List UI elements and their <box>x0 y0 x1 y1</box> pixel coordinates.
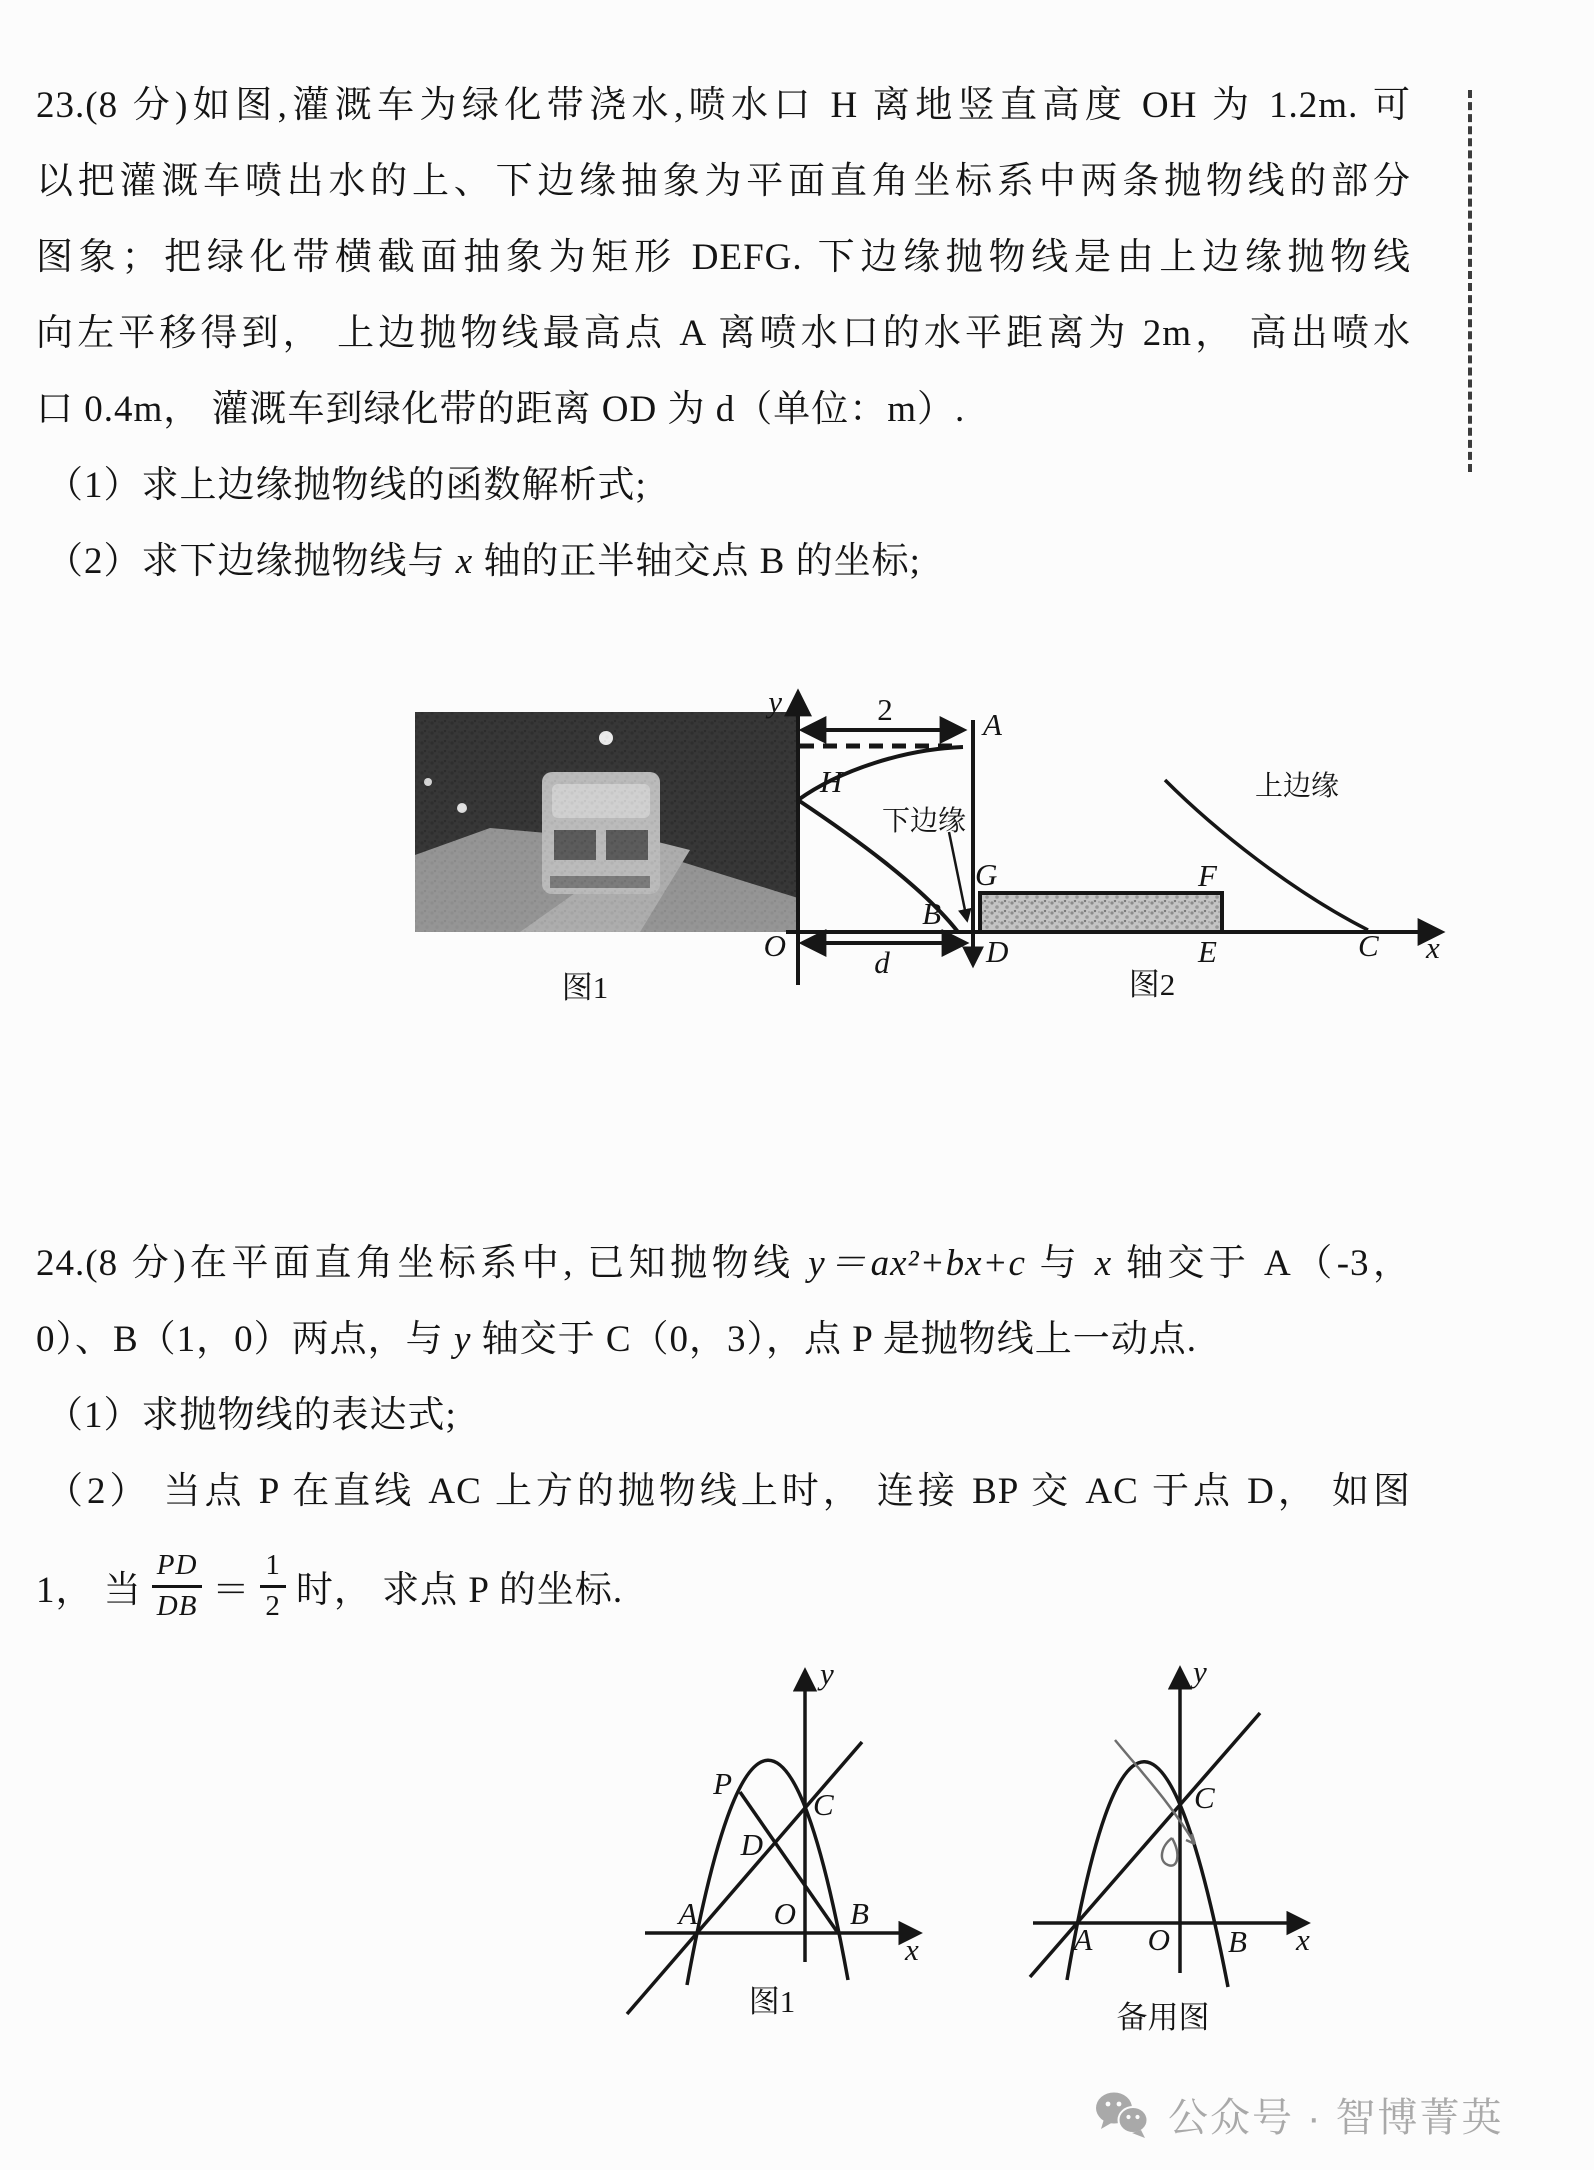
p24-q2b-pre: 1， 当 <box>36 1570 142 1611</box>
truck-photo <box>415 712 798 932</box>
fig2-pencil-scribble-D <box>1162 1838 1177 1866</box>
p24-l1-a: 24.(8 分)在平面直角坐标系中, 已知抛物线 <box>36 1243 809 1284</box>
p24-q2b-equals: ＝ <box>212 1570 251 1611</box>
fraction-PD: PD <box>152 1549 203 1587</box>
fig1-label-D: D <box>740 1827 763 1862</box>
page-margin-dashed-line <box>1468 90 1472 472</box>
rect-DEFG <box>980 893 1222 932</box>
p23-line-4: 向左平移得到， 上边抛物线最高点 A 离喷水口的水平距离为 2m， 高出喷水 <box>36 313 1411 354</box>
p23-q2-c: 轴的正半轴交点 B 的坐标; <box>473 541 921 582</box>
p24-l2-a: 0）、B（1，0）两点，与 <box>36 1319 454 1360</box>
fig2-label-y: y <box>1193 1654 1207 1689</box>
label-E: E <box>1198 934 1217 969</box>
p24-l2-c: 轴交于 C（0，3），点 P 是抛物线上一动点. <box>471 1319 1198 1360</box>
fig1-caption: 图1 <box>748 1984 796 2019</box>
p24-l1-e: 轴交于 A（-3， <box>1112 1243 1411 1284</box>
fig2-label-B: B <box>1228 1924 1247 1959</box>
p24-l1-x: x <box>1094 1243 1113 1284</box>
p24-l1-equation: y＝ax²+bx+c <box>808 1243 1026 1284</box>
fig1-label-O: O <box>773 1896 796 1931</box>
fig1-label-A: A <box>678 1896 698 1931</box>
problem-23-text <box>36 68 1411 600</box>
watermark <box>1092 2086 1504 2143</box>
p24-q2b-post: 时， 求点 P 的坐标. <box>295 1570 624 1611</box>
caption-fig1: 图1 <box>561 970 609 1005</box>
p24-question-1: （1）求抛物线的表达式; <box>46 1395 457 1436</box>
figure-24-spare <box>1010 1650 1330 2040</box>
p24-question-2b <box>36 1530 1411 1642</box>
fraction-PD-DB <box>152 1549 203 1623</box>
p24-line-2 <box>36 1302 1411 1378</box>
p23-line-2: 以把灌溉车喷出水的上、下边缘抽象为平面直角坐标系中两条抛物线的部分 <box>36 161 1411 202</box>
wechat-icon <box>1092 2089 1154 2141</box>
fig1-label-B: B <box>850 1896 869 1931</box>
fig1-label-y: y <box>820 1656 834 1691</box>
label-H: H <box>820 764 843 799</box>
label-D: D <box>986 934 1009 969</box>
label-O: O <box>763 928 786 963</box>
fraction-1: 1 <box>260 1549 286 1587</box>
label-y-axis: y <box>768 684 782 719</box>
fig1-label-C: C <box>813 1787 834 1822</box>
label-dim-2: 2 <box>877 692 893 727</box>
figure-23-sprinkler-diagram <box>400 680 1460 1020</box>
p24-line-1 <box>36 1226 1411 1302</box>
watermark-text: 公众号 · 智博菁英 <box>1168 2096 1504 2140</box>
p23-line-1: 23.(8 分)如图,灌溉车为绿化带浇水,喷水口 H 离地竖直高度 OH 为 1.2m. 可 <box>36 85 1411 126</box>
lower-edge-pointer-arrow <box>949 832 967 920</box>
label-F: F <box>1198 858 1217 893</box>
fraction-2: 2 <box>265 1589 281 1622</box>
fig2-label-O: O <box>1147 1922 1170 1957</box>
problem-24-text <box>36 1226 1411 1642</box>
p24-l1-c: 与 <box>1025 1243 1095 1284</box>
p23-line-5: 口 0.4m， 灌溉车到绿化带的距离 OD 为 d（单位：m）. <box>36 389 966 430</box>
label-G: G <box>975 857 998 892</box>
figure-24-1 <box>600 1650 940 2030</box>
p24-question-2: （2） 当点 P 在直线 AC 上方的抛物线上时， 连接 BP 交 AC 于点 D， 如图 <box>46 1471 1411 1512</box>
caption-fig2: 图2 <box>1128 967 1176 1002</box>
fig2-pencil-segment <box>1115 1740 1195 1844</box>
p23-q2-a: （2）求下边缘抛物线与 <box>46 541 456 582</box>
p23-line-3: 图象；把绿化带横截面抽象为矩形 DEFG. 下边缘抛物线是由上边缘抛物线 <box>36 237 1411 278</box>
photo-grain <box>415 712 798 932</box>
fraction-DB: DB <box>156 1589 198 1622</box>
label-d: d <box>874 945 890 980</box>
label-C: C <box>1358 928 1379 963</box>
label-A: A <box>983 707 1002 742</box>
fig2-label-x: x <box>1296 1922 1310 1957</box>
p24-l2-y: y <box>453 1319 472 1360</box>
fig1-label-P: P <box>713 1766 732 1801</box>
label-x-axis: x <box>1426 930 1440 965</box>
fig2-caption: 备用图 <box>1116 2000 1210 2035</box>
label-B: B <box>922 896 941 931</box>
fig2-line-AC <box>1030 1713 1260 1977</box>
p23-question-1: （1）求上边缘抛物线的函数解析式; <box>46 465 647 506</box>
label-lower-edge: 下边缘 <box>881 806 967 837</box>
label-upper-edge: 上边缘 <box>1255 771 1340 802</box>
fig2-label-A: A <box>1073 1922 1093 1957</box>
fig2-label-C: C <box>1194 1780 1215 1815</box>
fig1-label-x: x <box>905 1932 919 1967</box>
p23-question-2 <box>36 524 1411 600</box>
fraction-1-2 <box>260 1549 286 1623</box>
p23-q2-x: x <box>455 541 474 582</box>
